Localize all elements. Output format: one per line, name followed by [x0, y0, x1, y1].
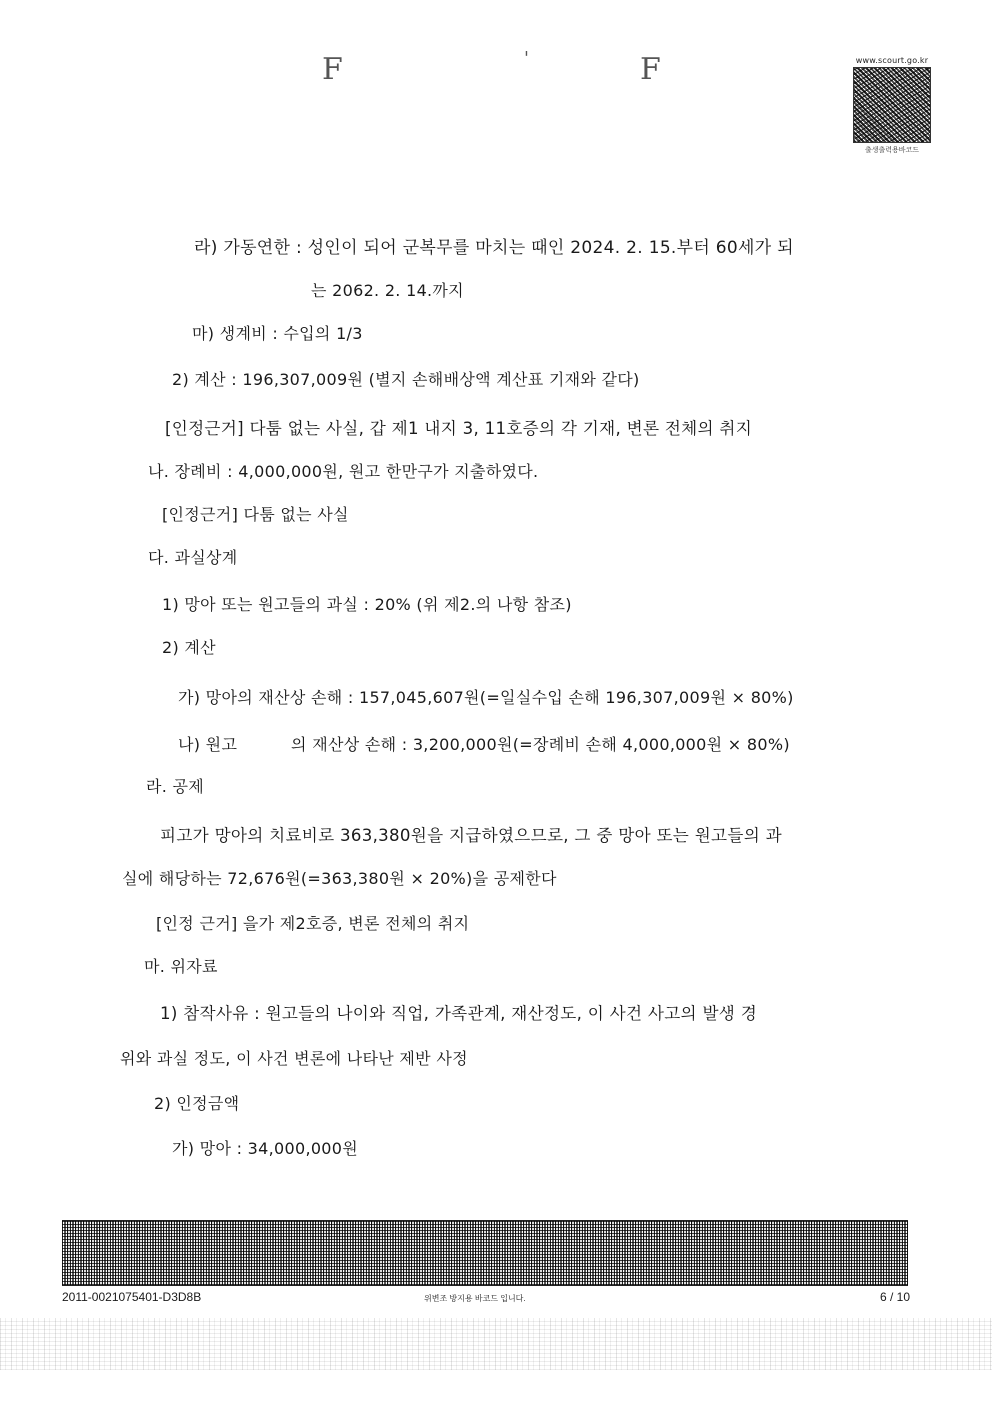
text-line: [인정 근거] 을가 제2호증, 변론 전체의 취지: [156, 914, 470, 933]
scan-mark: ': [524, 48, 529, 69]
scan-mark: F: [640, 52, 661, 87]
scan-mark: F: [322, 52, 343, 87]
text-line: 마) 생계비 : 수입의 1/3: [192, 324, 363, 343]
qr-caption: 출생출력용바코드: [864, 146, 920, 154]
text-line: [인정근거] 다툼 없는 사실: [162, 505, 349, 524]
text-line: 1) 망아 또는 원고들의 과실 : 20% (위 제2.의 나항 참조): [162, 595, 572, 614]
text-line: 라) 가동연한 : 성인이 되어 군복무를 마치는 때인 2024. 2. 15.부터 60세가 되: [194, 238, 794, 258]
text-line: 는 2062. 2. 14.까지: [311, 281, 464, 300]
scan-noise: [0, 1318, 992, 1370]
text-line: 1) 참작사유 : 원고들의 나이와 직업, 가족관계, 재산정도, 이 사건 사고의 발생 경: [160, 1004, 758, 1023]
text-line: 실에 해당하는 72,676원(=363,380원 × 20%)을 공제한다: [122, 869, 557, 888]
text-line: 2) 계산 : 196,307,009원 (별지 손해배상액 계산표 기재와 같다): [172, 370, 640, 389]
text-line: 가) 망아 : 34,000,000원: [172, 1139, 359, 1158]
text-line: 나. 장례비 : 4,000,000원, 원고 한만구가 지출하였다.: [148, 462, 539, 481]
text-line: 위와 과실 정도, 이 사건 변론에 나타난 제반 사정: [120, 1049, 468, 1068]
qr-code-icon: [853, 67, 931, 143]
text-line: 마. 위자료: [144, 957, 218, 976]
barcode-id: 2011-0021075401-D3D8B: [62, 1290, 202, 1304]
barcode-caption: 위변조 방지용 바코드 입니다.: [424, 1294, 526, 1303]
barcode-icon: [62, 1220, 908, 1286]
qr-code-block: [852, 56, 932, 155]
text-line: 가) 망아의 재산상 손해 : 157,045,607원(=일실수입 손해 196,307,009원 × 80%): [178, 688, 794, 707]
text-line: 2) 계산: [162, 638, 216, 657]
page-number: 6 / 10: [879, 1290, 910, 1304]
text-line: 라. 공제: [146, 777, 205, 796]
text-line: 나) 원고 의 재산상 손해 : 3,200,000원(=장례비 손해 4,000,000원 × 80%): [178, 735, 790, 754]
text-line: 피고가 망아의 치료비로 363,380원을 지급하였으므로, 그 중 망아 또는 원고들의 과: [160, 826, 782, 845]
text-line: 다. 과실상계: [148, 548, 238, 567]
text-line: [인정근거] 다툼 없는 사실, 갑 제1 내지 3, 11호증의 각 기재, 변론 전체의 취지: [165, 419, 753, 438]
qr-url: www.scourt.go.kr: [855, 56, 929, 65]
text-line: 2) 인정금액: [154, 1094, 240, 1113]
